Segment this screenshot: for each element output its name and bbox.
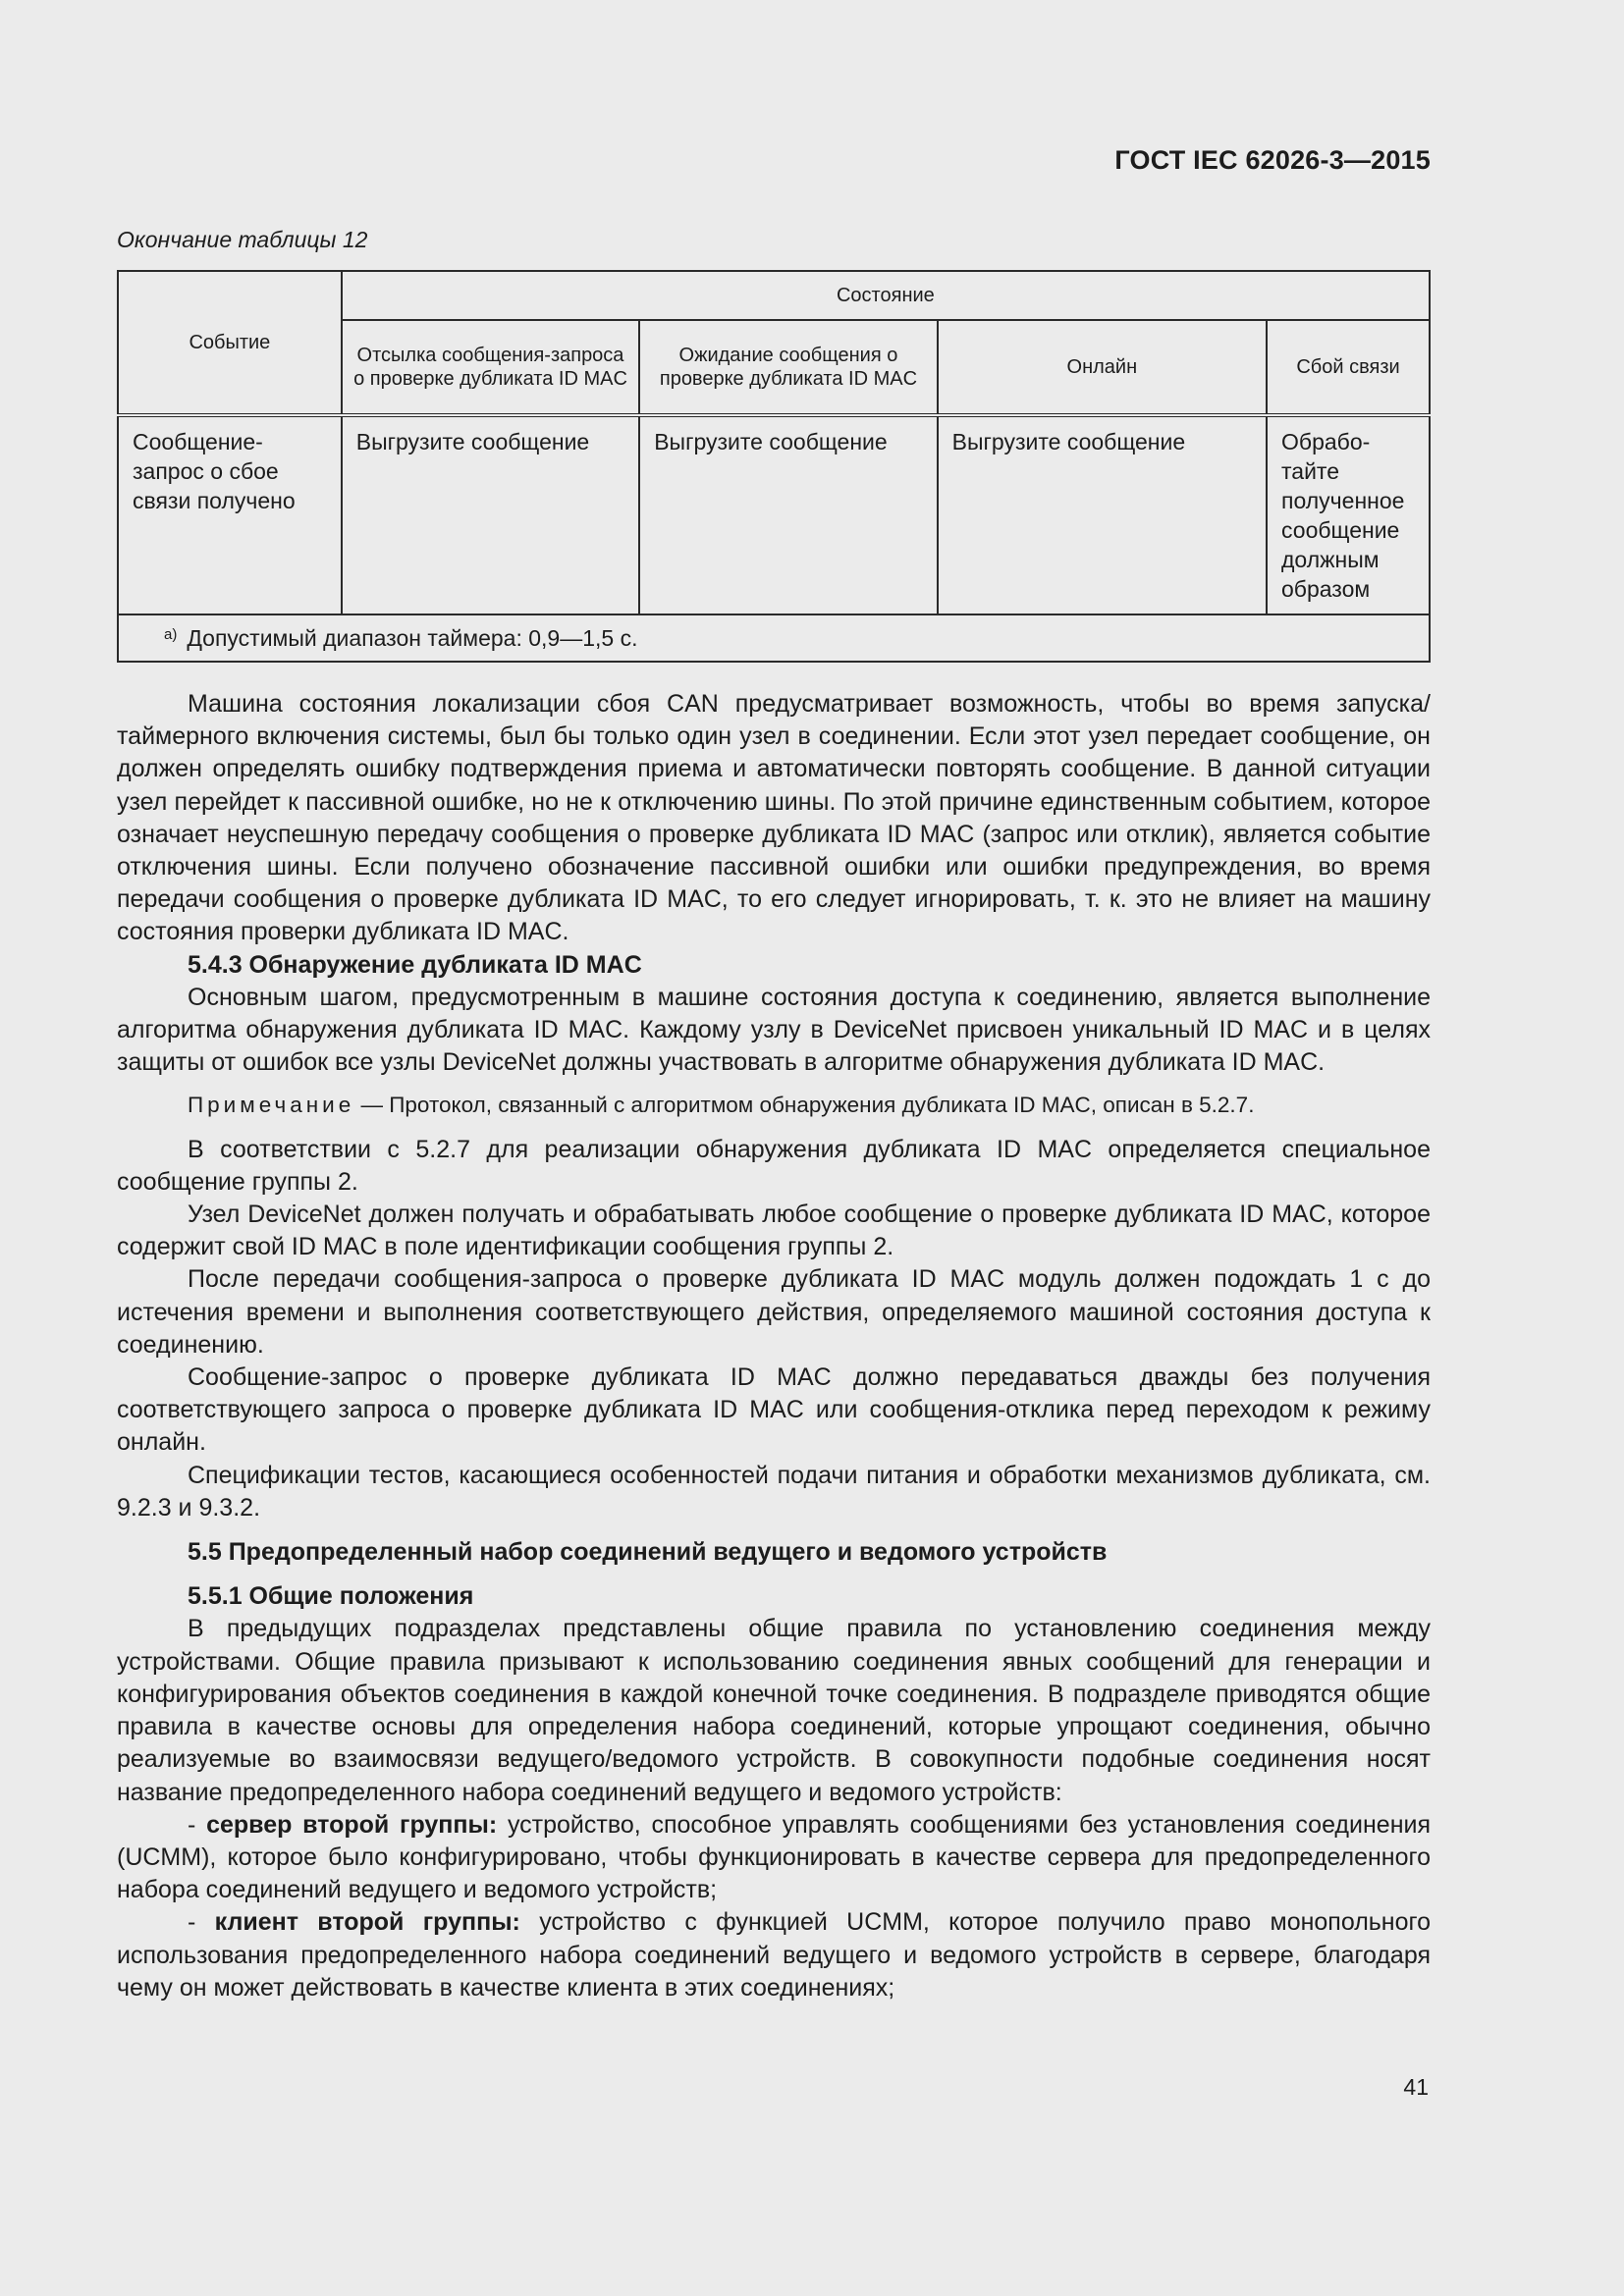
table-cell: Обрабо-тайте полученное сообщение должным образом [1267,415,1430,614]
list-text: устройство, способное управлять сообщениями без установления соединения (UCMM), которое было конфигурировано, чтобы функционировать в качестве сервера для предопределенного набора соединений ведущего и ведомого устройств; [117,1810,1432,1904]
section-heading-5-5: 5.5 Предопределенный набор соединений ведущего и ведомого устройств [188,1538,1108,1567]
body-text [117,688,1431,2004]
list-item [117,1809,1431,1907]
paragraph: Основным шагом, предусмотренным в машине состояния доступа к соединению, является выполнение алгоритма обнаружения дубликата ID MAC. Каждому узлу в DeviceNet присвоен уникальный ID MAC и в целях защиты от ошибок все узлы DeviceNet должны участвовать в алгоритме обнаружения дубликата ID MAC. [117,983,1431,1077]
table-row [118,415,1430,614]
footnote-text: Допустимый диапазон таймера: 0,9—1,5 с. [187,624,638,651]
state-group-header: Состояние [342,271,1430,320]
page-number: 41 [1403,2074,1429,2100]
paragraph: В соответствии с 5.2.7 для реализации обнаружения дубликата ID MAC определяется специальное сообщение группы 2. [117,1135,1431,1196]
note [117,1089,1431,1121]
standard-header: ГОСТ IEC 62026-3—2015 [1114,145,1431,175]
column-header: Сбой связи [1267,320,1430,415]
table-cell: Выгрузите сообщение [342,415,639,614]
table-caption: Окончание таблицы 12 [117,227,368,252]
paragraph: Машина состояния локализации сбоя CAN предусматривает возможность, чтобы во время запуска/таймерного включения системы, был бы только один узел в соединении. Если этот узел передает сообщение, он должен определять ошибку подтверждения приема и автоматически повторять сообщение. В данной ситуации узел перейдет к пассивной ошибке, но не к отключению шины. По этой причине единственным событием, которое означает неуспешную передачу сообщения о проверке дубликата ID MAC (запрос или отклик), является событие отключения шины. Если получено обозначение пассивной ошибки или ошибки предупреждения, во время передачи сообщения о проверке дубликата ID MAC, то его следует игнорировать, т. к. это не влияет на машину состояния проверки дубликата ID MAC. [117,690,1431,946]
list-dash: - [188,1810,207,1839]
list-dash: - [188,1908,215,1937]
column-header: Онлайн [938,320,1267,415]
list-item [117,1906,1431,2004]
state-table [117,270,1431,663]
paragraph: После передачи сообщения-запроса о проверке дубликата ID MAC модуль должен подождать 1 с до истечения времени и выполнения соответствующего действия, определяемого машиной состояния доступа к соединению. [117,1265,1431,1359]
list-text: устройство с функцией UCMM, которое получило право монопольного использования предопределенного набора соединений ведущего и ведомого устройств в сервере, благодаря чему он может действовать в качестве клиента в этих соединениях; [117,1908,1431,2002]
section-heading-5-4-3: 5.4.3 Обнаружение дубликата ID MAC [188,950,642,979]
note-label: Примечание [188,1093,355,1118]
table-footnote [118,614,1430,662]
list-term: клиент второй группы: [214,1908,520,1937]
section-heading-5-5-1: 5.5.1 Общие положения [188,1582,474,1611]
event-cell: Сообщение-запрос о сбое связи получено [118,415,342,614]
paragraph: Узел DeviceNet должен получать и обрабатывать любое сообщение о проверке дубликата ID MAC, которое содержит свой ID MAC в поле идентификации сообщения группы 2. [117,1201,1431,1261]
paragraph: Сообщение-запрос о проверке дубликата ID MAC должно передаваться дважды без получения соответствующего запроса о проверке дубликата ID MAC или сообщения-отклика перед переходом к режиму онлайн. [117,1363,1431,1457]
paragraph: Спецификации тестов, касающиеся особенностей подачи питания и обработки механизмов дубликата, см. 9.2.3 и 9.3.2. [117,1461,1431,1522]
table-cell: Выгрузите сообщение [639,415,937,614]
table-cell: Выгрузите сообщение [938,415,1267,614]
event-column-header: Событие [118,271,342,415]
list-term: сервер второй группы: [206,1810,498,1839]
note-text: — Протокол, связанный с алгоритмом обнаружения дубликата ID MAC, описан в 5.2.7. [354,1093,1255,1118]
column-header: Отсылка сообщения-запроса о проверке дубликата ID MAC [342,320,639,415]
column-header: Ожидание сообщения о проверке дубликата ID MAC [639,320,937,415]
paragraph: В предыдущих подразделах представлены общие правила по установлению соединения между устройствами. Общие правила призывают к использованию соединения явных сообщений для генерации и конфигурирования объектов соединения в каждой конечной точке соединения. В подразделе приводятся общие правила в качестве основы для определения набора соединений, которые упрощают соединения, обычно реализуемые во взаимосвязи ведущего/ведомого устройств. В совокупности подобные соединения носят название предопределенного набора соединений ведущего и ведомого устройств: [117,1615,1431,1806]
footnote-mark: а) [164,625,178,643]
